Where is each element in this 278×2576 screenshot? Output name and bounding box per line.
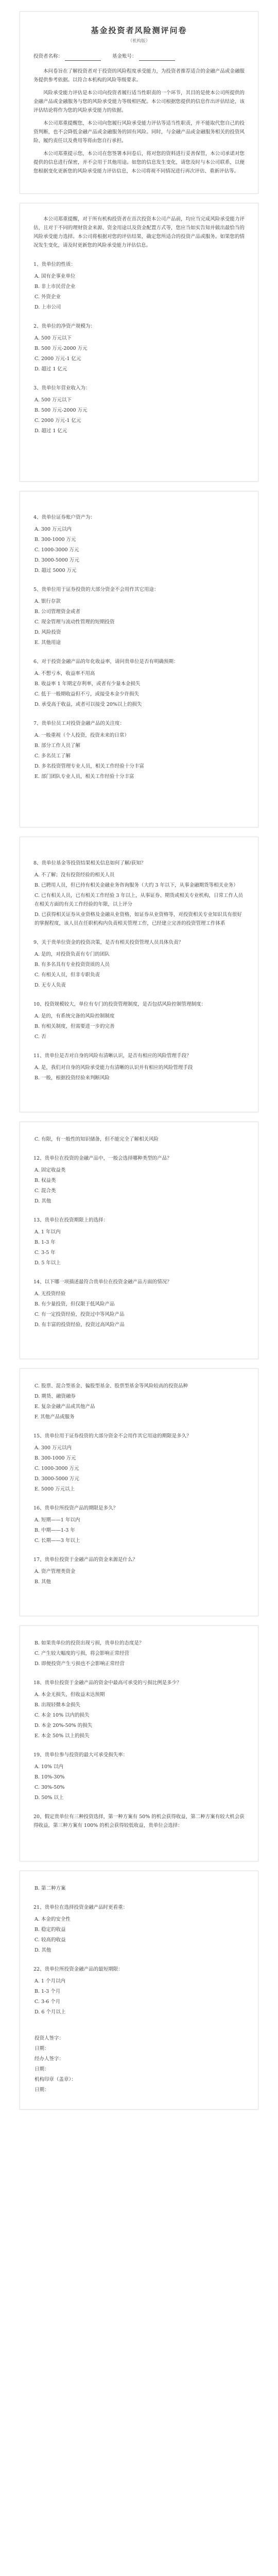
option[interactable]: D. 期货、融资融券 [34,1394,76,1399]
option[interactable]: C. 有相关人员，但非专职负责 [34,972,100,978]
option[interactable]: A. 资产管理类资金 [34,1569,76,1574]
document-subtitle: （机构版） [128,39,150,44]
document-page-7 [20,1625,258,1861]
option[interactable]: E. 复杂金融产品或其他产品 [34,1404,95,1410]
fund-account-field[interactable] [112,52,175,61]
option[interactable]: A. 银行存款 [34,599,61,604]
option[interactable]: D. 超过 5000 万元 [34,568,77,573]
investor-name-field[interactable] [33,52,101,61]
question-21: 21、贵单位在选择投资金融产品时更看重： [33,1905,128,1910]
intro-paragraph: 本公司郑重提醒，对于所有机构投资者在首次投资本公司产品前，均应当完成风险承受能力评估，且对于不同的理财资金来源、资金用途以及资金配置方式等，您应当如实告知并做出最恰当的风险承受能力选择。本公司将根据对您的评估结果，确定您所适合的投资产品或服务。如果您的情况发生变化，请及时更新您的风险承受能力评估信息。 [33,216,245,248]
question-12: 12、贵单位在投资的金融产品中，一般会选择哪种类型的产品？ [33,1156,172,1161]
option[interactable]: A. 是的，对投资负责有专门的团队 [34,952,110,957]
option[interactable]: D. 50% 以上 [34,1795,64,1801]
option[interactable]: A. 10% 以内 [34,1764,64,1770]
option[interactable]: A. 500 万元以下 [34,397,72,403]
option[interactable]: A. 1 年以内 [34,1229,61,1235]
option[interactable]: A. 短期——1 年以内 [34,1517,80,1523]
option[interactable]: B. 500 万元-2000 万元 [34,408,88,413]
document-page-4 [20,837,258,1112]
option[interactable]: B. 中期——1-3 年 [34,1528,75,1533]
option[interactable]: E. 本金 50% 以上的损失 [34,1733,90,1739]
document-page-1 [20,11,258,194]
option[interactable]: B. 10%-30% [34,1774,65,1780]
option[interactable]: B. 已聘用人员，但已持有相关金融业务咨询服务（大约 3 年以下，从事金融期货等相关业务） [34,883,238,888]
document-page-6 [20,1368,258,1616]
option[interactable]: C. 股票、混合型基金、偏股型基金、股票型基金等风险较高的投资品种 [34,1383,188,1389]
option[interactable]: B. 公司管理资金或者 [34,609,81,615]
option[interactable]: D. 超过 1 亿元 [34,428,67,434]
option[interactable]: C. 30%-50% [34,1785,65,1790]
option[interactable]: A. 不了解；没有投资经验的相关人员 [34,872,115,878]
option[interactable]: B. 300-1000 万元 [34,1455,76,1461]
question-14: 14、以下哪一项描述最符合贵单位在投资金融产品方面的情况？ [33,1279,172,1285]
document-page-2 [20,203,258,482]
option[interactable]: B. 稳定的收益 [34,1927,66,1933]
question-18: 18、贵单位投资于金融产品的资金中最高可承受的亏损比例是多少？ [33,1680,182,1686]
option[interactable]: B. 1-3 个月 [34,1989,61,1994]
fund-account-label: 基金账号： [112,54,137,59]
option[interactable]: A. 固定收益类 [34,1167,66,1173]
investor-name-line[interactable] [65,54,101,61]
question-4: 4、贵单位证券账户资产为： [33,515,96,520]
option[interactable]: A. 本金的安全性 [34,1917,71,1922]
option[interactable]: D. 有丰富的投资经验，投资过高风险产品 [34,1322,125,1328]
date-line: 日期： [34,2087,49,2093]
option[interactable]: A. 不想亏本，收益率不用高 [34,671,95,676]
option[interactable]: E. 其他用途 [34,640,61,646]
paragraph: 本问卷旨在了解投资者对于投资的风险程度承受能力，为投资者推荐适合的金融产品或金融服务提供参考依据。以符合本机构的风险等级要求。 [33,69,245,83]
document-page-5 [20,1122,258,1359]
option[interactable]: B. 一般，根据投资经验来判断风险 [34,1075,110,1081]
paragraph: 本公司郑重提示您，本公司在您签署本问卷后，将对您的资料进行妥善保管，本公司承诺对您提供的信息进行保密，并不会用于其他用途。如您的信息发生变化，请您及时与本公司联系，以便您根据变化更新您的风险承受能力评估信息，本公司将视不同情况进行再次评估、重新评估等。 [33,151,245,174]
option[interactable]: A. 300 万元以内 [34,527,72,532]
option[interactable]: D. 承受高于收益，或者可以接受 20%以上的损失 [34,702,142,707]
seal-line: 机构印章（盖章）： [34,2077,76,2082]
option[interactable]: A. 国有企事业单位 [34,274,76,279]
option[interactable]: D. 其他 [34,1947,51,1953]
question-15: 15、贵单位用于证券投资的大部分资金不会用作其它用途的期限是多久？ [33,1433,192,1439]
option[interactable]: B. 有多名具有专业投资资质的人员 [34,962,110,968]
option[interactable]: B. 收益率 1 年期定存利率，或者有少量本金损失 [34,681,141,687]
option[interactable]: D. 即便投资产生亏损也不会影响正常经营 [34,1661,125,1667]
question-1: 1、贵单位的性质： [33,262,76,267]
question-2: 2、贵单位的净资产规模为： [33,324,96,329]
option[interactable]: D. 无专人负责 [34,982,66,988]
option[interactable]: B. 部分工作人员了解 [34,743,81,749]
option[interactable]: E. 5000 万元以上 [34,1486,75,1492]
document-page-8 [20,1871,258,2110]
option[interactable]: C. 产生较大幅度的亏损，将会影响正常经营 [34,1651,129,1656]
question-11: 11、贵单位是否对自身的风险有清晰认识，是否有相应的风险管理手段？ [33,1053,192,1059]
option[interactable]: B. 300-1000 万元 [34,537,76,543]
question-3: 3、贵单位年营业收入为： [33,385,91,391]
question-10: 10、投资规模较大，单位有专门的投资管理制度，是否包括风险控制管理制度： [33,1002,206,1007]
option[interactable]: F. 其他产品或服务 [34,1414,75,1420]
question-7: 7、贵单位员工对投资金融产品的关注度： [33,721,125,726]
option[interactable]: C. 有限，有一般性的知识储备，但不能完全了解相关风险 [34,1137,159,1142]
signature-line: 经办人签字： [34,2056,64,2062]
investor-meta-row [33,52,245,61]
signature-line: 投资人签字： [34,2036,64,2041]
question-17: 17、贵单位投资于金融产品的资金来源是什么？ [33,1557,138,1563]
option[interactable]: D. 风险投资 [34,630,61,635]
option[interactable]: D. 5 年以上 [34,1260,61,1266]
document-title: 基金投资者风险测评问卷 [91,26,187,35]
option[interactable]: C. 多名员工了解 [34,753,71,759]
option[interactable]: A. 500 万元以下 [34,335,72,341]
option[interactable]: D. 3000-5000 万元 [34,1476,79,1482]
option[interactable]: B. 500 万元-2000 万元 [34,346,88,351]
option[interactable]: B. 权益类 [34,1178,56,1183]
option[interactable]: B. 如果贵单位的投资出现亏损，贵单位的态度是？ [34,1640,144,1646]
question-19: 19、贵单位参与投资的最大可承受损失率： [33,1752,128,1758]
question-13: 13、贵单位在投资期限上的选择： [33,1217,109,1223]
option[interactable]: B. 有少量投资，但仅限于低风险产品 [34,1301,115,1307]
question-20: 20、假定贵单位有三种投资选择，第一种方案有 50% 的机会获得收益，第二种方案有较大机会获得收益，第三种方案有 100% 的机会获得较低收益，贵单位会选择： [33,1814,245,1828]
option[interactable]: A. 本金无损失，但收益未达预期 [34,1692,105,1698]
option[interactable]: B. 有相关制度，但需要进一步的完善 [34,1024,115,1029]
question-5: 5、贵单位用于证券投资的大部分资金不会用作其它用途： [33,587,159,592]
option[interactable]: C. 混合类 [34,1188,56,1194]
option[interactable]: A. 是的，有系统完备的风险控制制度 [34,1013,115,1019]
option[interactable]: D. 多名投资管理专业人员，相关工作经验十分丰富 [34,764,144,769]
option[interactable]: D. 上市公司 [34,304,61,310]
option[interactable]: C. 长期——3 年以上 [34,1538,80,1544]
option[interactable]: C. 有一定投资经验，投资过中等风险产品 [34,1312,125,1317]
question-6: 6、对于投资金融产品的年化收益率，请问贵单位是否有明确预期： [33,659,179,665]
option[interactable]: D. 6 个月以上 [34,2009,66,2015]
question-22: 22、贵单位所投资金融产品的最短期限： [33,1967,123,1972]
option[interactable]: B. 1-3 年 [34,1240,56,1245]
option[interactable]: D. 超过 1 亿元 [34,366,67,372]
option[interactable]: D. 3000-5000 万元 [34,557,79,563]
option[interactable]: C. 1000-3000 万元 [34,1466,79,1471]
date-line: 日期： [34,2066,49,2072]
option[interactable]: C. 低于一般期收益但不亏，或接受本金少许损失 [34,691,139,697]
question-9: 9、关于贵单位资金的投资决策，是否有相关投资管理人员具体负责？ [33,940,184,945]
option[interactable]: D. 其他 [34,1198,51,1204]
option[interactable]: C. 2000 万元-1 亿元 [34,418,81,423]
option[interactable]: E. 部门团队专业人员，相关工作经验十分丰富 [34,774,134,779]
option[interactable]: B. 其他 [34,1579,51,1585]
option[interactable]: D. 本金 20%-50% 的损失 [34,1723,93,1728]
option[interactable]: C. 1000-3000 万元 [34,547,79,553]
option[interactable]: A. 无投资经验 [34,1291,66,1297]
option[interactable]: D. 已获得相关证券从业资格及金融从业资格，如证券从业资格等，对投资相关专业知识具有很好的掌握程度，该人员在任职机构内负责相关管理工作，已经建立完善的投资管理工作体系 [34,912,242,926]
option[interactable]: A. 一般重视（个人投资，投资未来的日常） [34,733,129,738]
option[interactable]: C. 外资企业 [34,294,61,300]
option[interactable]: C. 较高的收益 [34,1937,66,1943]
option[interactable]: C. 2000 万元-1 亿元 [34,356,81,362]
option[interactable]: C. 3-5 年 [34,1250,56,1256]
option[interactable]: B. 第二种方案 [34,1886,66,1891]
option[interactable]: B. 出现轻微本金损失 [34,1702,81,1708]
document-page-3 [20,491,258,827]
option[interactable]: C. 已有相关人员，已有相关工作经验 3 年以上，从事证券、期货或相关专业机构，日常工作人员在相关方面的有关工作经验的年限，以上评分 [34,893,244,907]
fund-account-line[interactable] [139,54,175,61]
option[interactable]: C. 本金 10% 以内的损失 [34,1713,90,1718]
option[interactable]: C. 3-6 个月 [34,1999,61,2005]
paragraph: 风险承受能力评估是本公司向投资者履行适当性职责的一个环节，其目的是使本公司所提供的金融产品或金融服务与您的风险承受能力等级相匹配。本公司根据您提供的信息作出评估结论，该评估结论将作为您的风险承受能力的依据。 [33,90,245,113]
paragraph: 本公司郑重提醒您，本公司向您履行风险承受能力评估等适当性职责，并不能取代您自己的投资判断，也不会降低金融产品或金融服务的固有风险。同时，与金融产品或金融服务相关的投资风险、履约责任以及费用等将由您自行承担。 [33,121,245,144]
date-line: 日期： [34,2046,49,2052]
option[interactable]: A. 300 万元以内 [34,1445,72,1451]
question-8: 8、贵单位基金等投资结果相关信息如何了解/获知？ [33,860,146,866]
option[interactable]: C. 否 [34,1034,46,1040]
investor-name-label: 投资者名称： [33,54,63,59]
option[interactable]: A. 1 个月以内 [34,1978,65,1984]
option[interactable]: A. 是，我们对自身的风险承受能力有清晰的认识并有相应的风险管理手段 [34,1065,193,1071]
question-16: 16、贵单位所投资产品的期限是多久？ [33,1505,118,1511]
option[interactable]: C. 现金管理与流动性管理的短期投资 [34,619,115,625]
option[interactable]: B. 非上市民营企业 [34,284,76,290]
